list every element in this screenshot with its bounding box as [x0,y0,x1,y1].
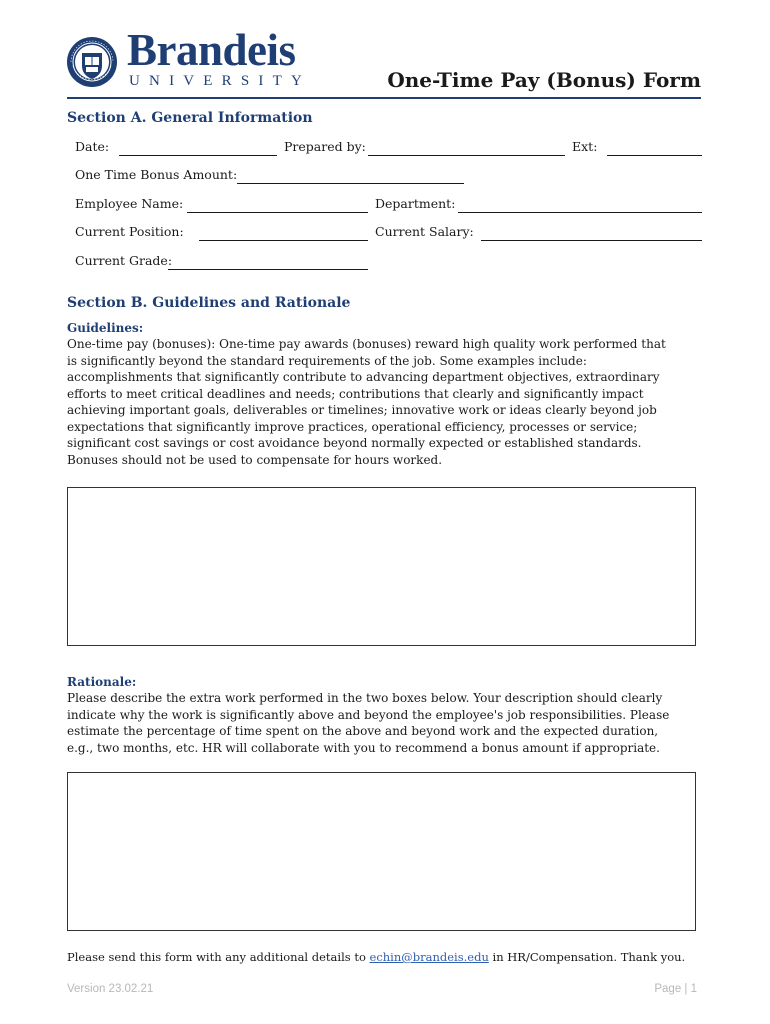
ext-label: Ext: [572,139,598,154]
university-seal [66,36,118,88]
hr-email-link[interactable]: echin@brandeis.edu [369,950,489,964]
current-grade-field[interactable] [168,269,368,270]
guidelines-heading: Guidelines: [67,321,144,335]
ext-field[interactable] [607,155,702,156]
current-grade-label: Current Grade: [75,253,173,268]
version-label: Version 23.02.21 [67,983,154,995]
form-title: One-Time Pay (Bonus) Form [387,68,701,92]
rationale-textbox[interactable] [67,772,696,931]
employee-name-label: Employee Name: [75,196,184,211]
current-salary-label: Current Salary: [375,224,474,239]
department-label: Department: [375,196,456,211]
employee-name-field[interactable] [187,212,368,213]
footer-send-prefix: Please send this form with any additional details to [67,950,370,964]
title-divider [67,97,701,99]
prepared-by-label: Prepared by: [284,139,366,154]
department-field[interactable] [458,212,702,213]
bonus-amount-label: One Time Bonus Amount: [75,167,238,182]
footer-instructions [67,952,685,964]
current-salary-field[interactable] [481,240,702,241]
section-a-heading: Section A. General Information [67,110,313,126]
rationale-heading: Rationale: [67,675,137,689]
page-number: Page | 1 [654,983,697,995]
current-position-field[interactable] [199,240,368,241]
guidelines-textbox[interactable] [67,487,696,646]
bonus-amount-field[interactable] [237,183,464,184]
brand-name: Brandeis [127,25,296,75]
brand-subtitle: UNIVERSITY [129,73,311,89]
current-position-label: Current Position: [75,224,184,239]
guidelines-text: One-time pay (bonuses): One-time pay awards (bonuses) reward high quality work performed that is significantly beyond the standard requirements of the job. Some examples include: accomplishments that significantly contribute to advancing department objectives, extraordinary efforts to meet critical deadlines and needs; contributions that clearly and significantly impact achieving important goals, deliverables or timelines; innovative work or ideas clearly beyond job expectations that significantly improve practices, operational efficiency, processes or service; significant cost savings or cost avoidance beyond normally expected or established standards. Bonuses should not be used to compensate for hours worked. [67,337,666,467]
prepared-by-field[interactable] [368,155,565,156]
date-label: Date: [75,139,110,154]
section-b-heading: Section B. Guidelines and Rationale [67,295,351,311]
rationale-text: Please describe the extra work performed in the two boxes below. Your description should clearly indicate why the work is significantly above and beyond the employee's job responsibilities. Please estimate the percentage of time spent on the above and beyond work and the expected duration, e.g., two months, etc. HR will collaborate with you to recommend a bonus amount if appropriate. [67,691,670,755]
date-field[interactable] [119,155,277,156]
footer-send-suffix: in HR/Compensation. Thank you. [488,950,686,964]
